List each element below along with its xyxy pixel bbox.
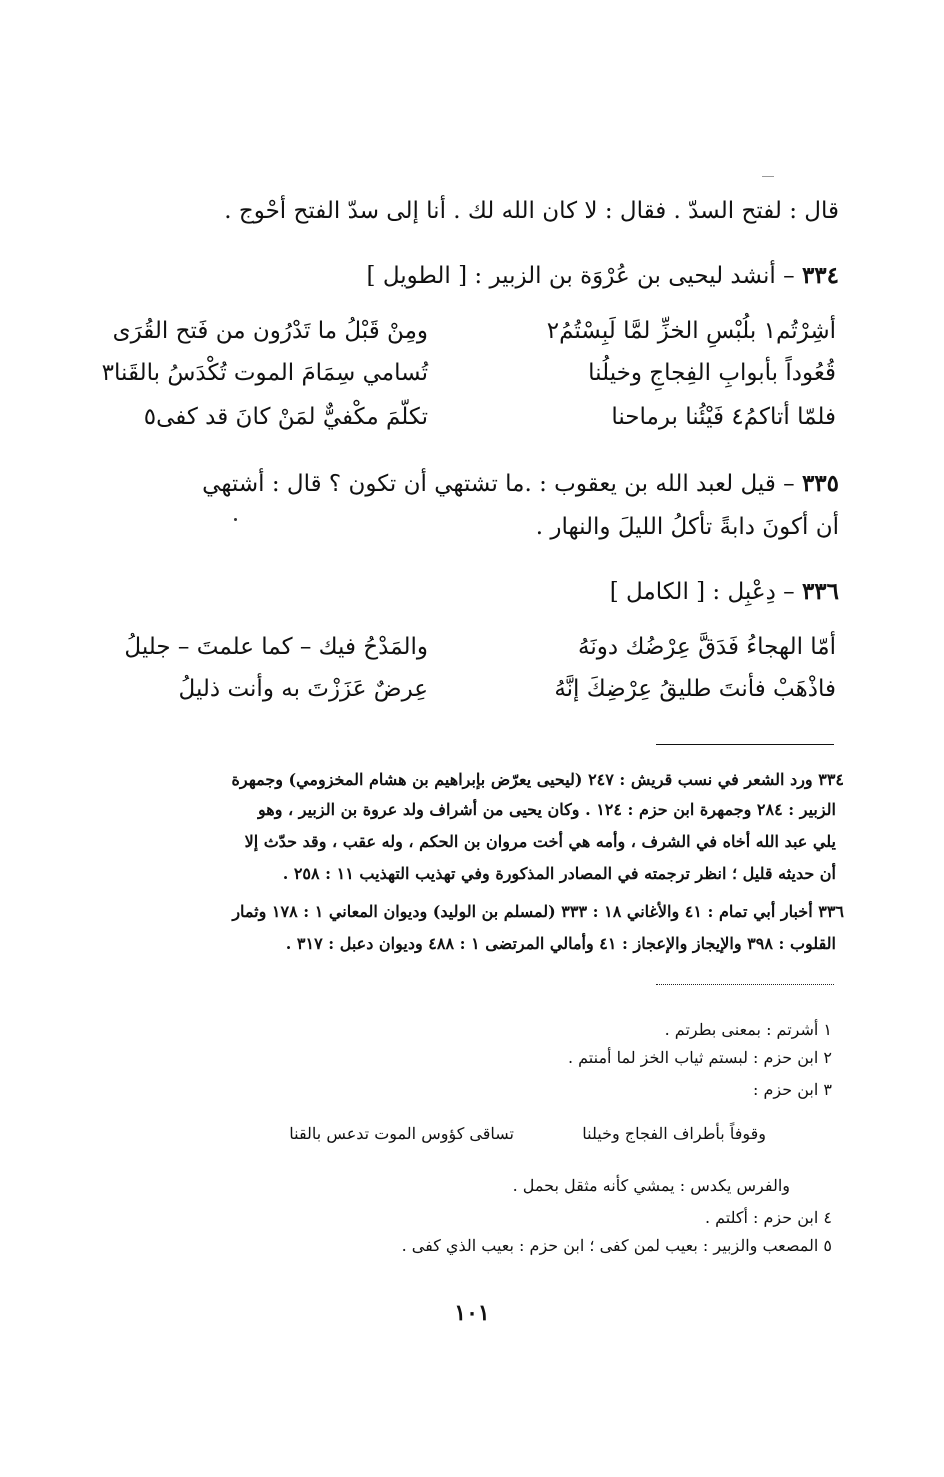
page-number: ١٠١ <box>454 1300 490 1326</box>
entry-text: – قيل لعبد الله بن يعقوب : .ما تشتهي أن تكون ؟ قال : أشتهي <box>202 471 795 497</box>
footnote-separator-dotted <box>656 984 834 985</box>
text-line: قال : لفتح السدّ . فقال : لا كان الله لك . أنا إلى سدّ الفتح أحْوج . <box>224 198 839 224</box>
verse-line <box>108 404 836 438</box>
source-note-line: أن حديثه قليل ؛ انظر ترجمته في المصادر المذكورة وفي تهذيب التهذيب ١١ : ٢٥٨ . <box>282 864 836 883</box>
footnote: ١ أشرتم : بمعنى بطرتم . <box>664 1020 832 1039</box>
entry-335-line <box>100 470 839 497</box>
footnote: والفرس يكدس : يمشي كأنه مثقل بحمل . <box>512 1176 790 1195</box>
entry-heading-text: – أنشد ليحيى بن عُرْوَة بن الزبير : [ الطويل ] <box>366 263 795 289</box>
verse-first-hemistich: فلمّا أتاكمُ٤ فَيْئُنا برماحنا <box>611 404 836 430</box>
verse-second-hemistich: تكلّمَ مكْفيٌّ لمَنْ كانَ قد كفى٥ <box>143 404 428 430</box>
footnote-separator <box>656 744 834 745</box>
verse-second-hemistich: عِرضٌ عَزَزْتَ به وأنت ذليلُ <box>178 676 428 702</box>
source-note-line: القلوب : ٣٩٨ والإيجاز والإعجاز : ٤١ وأمالي المرتضى ١ : ٤٨٨ وديوان دعبل : ٣١٧ . <box>285 934 836 953</box>
verse-first-hemistich: أمّا الهجاءُ فَدَقَّ عِرْضُك دونَهُ <box>578 634 836 660</box>
verse-first-hemistich: فاذْهَبْ فأنتَ طليقُ عِرْضِكَ إنَّهُ <box>554 676 836 702</box>
entry-336-heading <box>105 578 839 605</box>
source-note-line: ٣٣٦ أخبار أبي تمام : ٤١ والأغاني ١٨ : ٣٣٣ (لمسلم بن الوليد) وديوان المعاني ١ : ١٧٨ وثمار <box>232 902 844 921</box>
verse-first-hemistich: أشِرْتُم١ بلُبْسِ الخزِّ لمَّا لَبِسْتُمُ٢ <box>546 318 836 344</box>
footnote: ٤ ابن حزم : أكلتم . <box>704 1208 832 1227</box>
footnote: ٢ ابن حزم : لبستم ثياب الخز لما أمنتم . <box>567 1048 832 1067</box>
verse-first-hemistich: قُعُوداً بأبوابِ الفِجاجِ وخيلُنا <box>588 360 836 386</box>
verse-second-hemistich: ومِنْ قَبْلُ ما تَدْرُون من فَتح القُرَى <box>112 318 428 344</box>
source-note-line: ٣٣٤ ورد الشعر في نسب قريش : ٢٤٧ (ليحيى يعرّض بإبراهيم بن هشام المخزومي) وجمهرة <box>231 770 844 789</box>
entry-334-heading <box>105 262 839 289</box>
footnote: ٣ ابن حزم : <box>753 1080 832 1099</box>
verse-second-hemistich: والمَدْحُ فيك – كما علمتَ – جليلُ <box>124 634 428 660</box>
verse-line <box>101 360 836 394</box>
footnote-verse-second-hemistich: تساقى كؤوس الموت تدعس بالقنا <box>289 1124 514 1143</box>
entry-heading-text: – دِعْبِل : [ الكامل ] <box>609 579 795 605</box>
footnote-verse-first-hemistich: وقوفاً بأطراف الفجاج وخيلنا <box>582 1124 766 1143</box>
stray-mark <box>762 176 774 177</box>
verse-second-hemistich: تُسامي سِمَامَ الموت تُكْدَسُ بالقَنا٣ <box>101 360 428 386</box>
text-line: أن أكونَ دابةً تأكلُ الليلَ والنهار . <box>535 514 839 540</box>
entry-number: ٣٣٤ <box>801 262 839 289</box>
source-note-line: يلي عبد الله أخاه في الشرف ، وأمه هي أخت مروان بن الحكم ، وله عقب ، وقد حدّث إلا <box>244 832 836 851</box>
entry-number: ٣٣٥ <box>801 470 839 497</box>
source-note-line: الزبير : ٢٨٤ وجمهرة ابن حزم : ١٢٤ . وكان يحيى من أشراف ولد عروة بن الزبير ، وهو <box>258 800 836 819</box>
verse-line <box>108 318 836 352</box>
entry-number: ٣٣٦ <box>801 578 839 605</box>
verse-line <box>108 634 836 668</box>
verse-line <box>108 676 836 710</box>
footnote: ٥ المصعب والزبير : بعيب لمن كفى ؛ ابن حزم : بعيب الذي كفى . <box>401 1236 832 1255</box>
